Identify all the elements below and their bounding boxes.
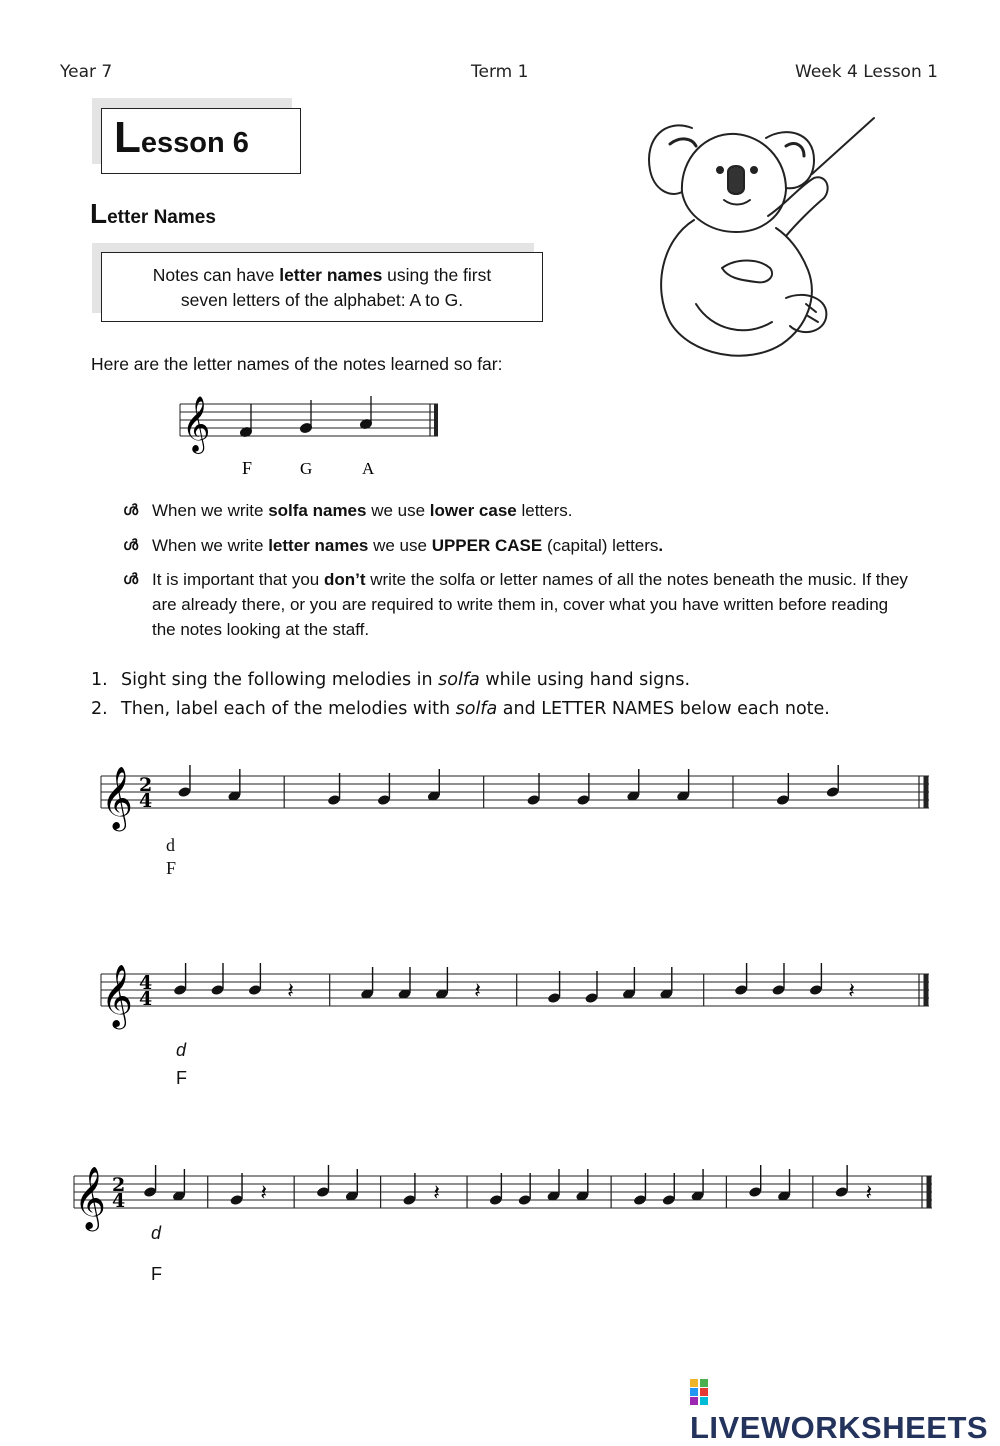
melody-2-letter-label: F	[176, 1068, 187, 1088]
treble-clef-icon: 𝄞	[74, 1166, 106, 1229]
letter-a: A	[362, 459, 375, 478]
melody-1-solfa-label: d	[166, 835, 175, 855]
time-signature-top: 2	[112, 1174, 126, 1196]
quarter-rest-icon: 𝄽	[260, 1181, 268, 1206]
intro-text: Here are the letter names of the notes learned so far:	[91, 354, 503, 374]
instruction-1: 1. Sight sing the following melodies in solfa while using hand signs.	[91, 670, 691, 690]
logo-icon	[690, 1379, 708, 1405]
melody-1-letter-label: F	[166, 858, 177, 878]
time-signature-top: 2	[139, 774, 153, 796]
liveworksheets-logo: LIVEWORKSHEETS	[690, 1374, 1000, 1446]
melody-staff-3	[68, 1160, 938, 1240]
quarter-rest-icon: 𝄽	[865, 1181, 873, 1206]
letter-f: F	[242, 458, 253, 478]
time-signature-bottom: 4	[112, 1190, 126, 1212]
bullet-icon: ൾ	[123, 571, 139, 588]
instruction-2: 2. Then, label each of the melodies with solfa and LETTER NAMES below each note.	[91, 699, 830, 719]
melody-3-letter-label: F	[151, 1264, 162, 1284]
time-signature-bottom: 4	[139, 988, 153, 1010]
header-week: Week 4 Lesson 1	[795, 62, 938, 82]
example-staff	[170, 390, 450, 480]
melody-3-solfa-label: d	[151, 1223, 162, 1243]
koala-illustration	[636, 108, 896, 370]
quarter-rest-icon: 𝄽	[848, 979, 856, 1004]
example-notes	[239, 396, 372, 438]
time-signature-bottom: 4	[139, 790, 153, 812]
lesson-title: Lesson 6	[114, 113, 249, 162]
quarter-rest-icon: 𝄽	[433, 1181, 440, 1206]
definition-box: Notes can have letter names using the first seven letters of the alphabet: A to G.	[101, 252, 543, 322]
quarter-rest-icon: 𝄽	[287, 979, 295, 1004]
bullet-important: ൾ It is important that you don’t write the solfa or letter names of all the notes beneath the music. If they are already there, or you are required to write them in, cover what you have written before reading the notes looking at the staff.	[123, 567, 913, 647]
melody-2-solfa-label: d	[176, 1040, 187, 1060]
time-signature-top: 4	[139, 972, 153, 994]
bullet-letters: ൾ When we write letter names we use UPPER CASE (capital) letters.	[123, 533, 913, 558]
letter-g: G	[300, 459, 313, 478]
melody-staff-1	[95, 760, 935, 840]
section-title: Letter Names	[90, 198, 216, 229]
bullet-solfa: ൾ When we write solfa names we use lower case letters.	[123, 498, 913, 523]
header-year: Year 7	[60, 62, 113, 82]
quarter-rest-icon: 𝄽	[474, 979, 482, 1004]
bullet-icon: ൾ	[123, 502, 139, 519]
melody-staff-2	[95, 958, 935, 1038]
bullet-icon: ൾ	[123, 537, 139, 554]
header-term: Term 1	[471, 62, 529, 82]
treble-clef-icon: 𝄞	[101, 964, 133, 1027]
treble-clef-icon: 𝄞	[182, 396, 211, 452]
treble-clef-icon: 𝄞	[101, 766, 133, 829]
